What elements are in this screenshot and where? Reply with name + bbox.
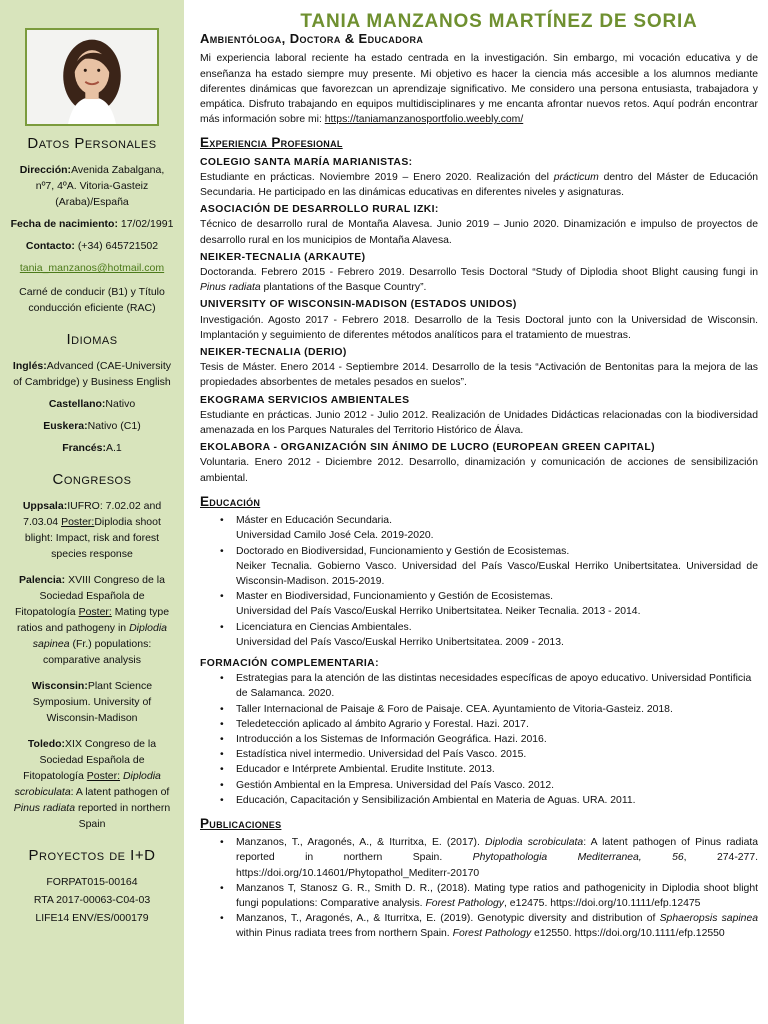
complementary-item	[200, 747, 758, 762]
complementary-text: Estrategias para la atención de las distintas necesidades específicas de apoyo educativo. Universidad Pontificia de Salamanca. 2020.	[236, 673, 752, 700]
congress-uppsala	[10, 498, 174, 562]
publication-doi: , e12475. https://doi.org/10.1111/efp.12475	[504, 897, 701, 909]
candidate-name: TANIA MANZANOS MARTÍNEZ DE SORIA	[300, 11, 698, 32]
experience-org: NEIKER-TECNALIA (DERIO)	[200, 347, 347, 359]
publication-text: within Pinus radiata trees from northern Spain.	[236, 928, 450, 940]
birth-label: Fecha de nacimiento:	[10, 218, 118, 230]
experience-org: NEIKER-TECNALIA (ARKAUTE)	[200, 251, 366, 263]
complementary-item	[200, 671, 758, 701]
complementary-text: Gestión Ambiental en la Empresa. Universidad del País Vasco. 2012.	[236, 779, 555, 791]
bullet-icon: •	[220, 718, 224, 730]
toledo-poster-a: Diplodia scrobiculata	[14, 770, 161, 798]
complementary-text: Teledetección aplicado al ámbito Agrario y Forestal. Hazi. 2017.	[236, 718, 529, 730]
education-degree: Doctorado en Biodiversidad, Funcionamiento y Gestión de Ecosistemas.	[236, 545, 570, 557]
experience-item	[200, 155, 758, 201]
wisconsin-label: Wisconsin:	[31, 680, 88, 692]
experience-item	[200, 440, 758, 486]
complementary-item	[200, 778, 758, 793]
toledo-poster-c: Pinus radiata	[13, 802, 76, 814]
main-content	[200, 11, 759, 942]
experience-item	[200, 297, 758, 343]
complementary-text: Introducción a los Sistemas de Información Geográfica. Hazi. 2016.	[236, 733, 547, 745]
basque-label: Euskera:	[43, 420, 88, 432]
experience-item	[200, 393, 758, 439]
publication-item	[200, 911, 758, 941]
experience-desc: Técnico de desarrollo rural de Montaña Alavesa. Junio 2019 – Junio 2020. Dinamización e impulso de proyectos de desarrollo rural en los municipios de Montaña Alavesa.	[200, 219, 758, 246]
bullet-icon: •	[220, 749, 224, 761]
portfolio-link[interactable]: https://taniamanzanosportfolio.weebly.com/	[324, 114, 524, 126]
palencia-poster-label: Poster:	[78, 606, 112, 618]
project-item: LIFE14 ENV/ES/000179	[35, 912, 149, 924]
candidate-subtitle: Ambientóloga, Doctora & Educadora	[200, 31, 424, 47]
experience-desc-text: Estudiante en prácticas. Noviembre 2019 – Enero 2020. Realización del	[200, 171, 549, 183]
spanish-label: Castellano:	[48, 398, 106, 410]
palencia-poster-c: (Fr.) populations: comparative analysis	[42, 638, 152, 666]
education-institution: Universidad Camilo José Cela. 2019-2020.	[236, 530, 434, 542]
experience-desc-text: Doctoranda. Febrero 2015 - Febrero 2019. Desarrollo Tesis Doctoral “Study of Diplodia shoot Blight causing fungi in	[200, 267, 758, 279]
portrait-image	[27, 30, 157, 124]
experience-org: COLEGIO SANTA MARÍA MARIANISTAS:	[200, 156, 413, 168]
complementary-text: Taller Internacional de Paisaje & Foro de Paisaje. CEA. Ayuntamiento de Vitoria-Gasteiz. 2018.	[236, 703, 673, 715]
projects-heading: Proyectos de I+D	[28, 847, 156, 864]
publications-list	[200, 835, 758, 941]
education-degree: Máster en Educación Secundaria.	[236, 515, 392, 527]
publication-text: : A latent pathogen of Pinus radiata reported in northern Spain.	[236, 837, 759, 864]
education-institution: Neiker Tecnalia. Gobierno Vasco. Universidad del País Vasco/Euskal Herriko Unibertsitatea. Universidad de Wisconsin-Madison. 2015-2019.	[236, 560, 758, 587]
experience-org: EKOLABORA - ORGANIZACIÓN SIN ÁNIMO DE LUCRO (EUROPEAN GREEN CAPITAL)	[200, 442, 655, 454]
education-institution: Universidad del País Vasco/Euskal Herriko Unibertsitatea. 2009 - 2013.	[236, 636, 564, 648]
basque-value: Nativo (C1)	[87, 420, 141, 432]
summary-text: Mi experiencia laboral reciente ha estado centrada en la investigación. Sin embargo, mi vocación educativa y de enseñanza ha estado siempre muy presente. Mi objetivo es hacer la ciencia más accesible a los alumnos mediante diferentes dinámicas que favorezcan un aprendizaje significativo. Me considero una persona entusiasta, trabajadora y empática. Disfruto trabajando en equipos multidisciplinares y me encanta afrontar nuevos retos. Aquí podrán encontrar más información sobre mi:	[200, 53, 758, 126]
education-list	[200, 513, 758, 650]
language-spanish	[10, 396, 174, 412]
project-item: RTA 2017-00063-C04-03	[33, 894, 151, 906]
language-basque	[10, 418, 174, 434]
complementary-item	[200, 732, 758, 747]
experience-desc: Estudiante en prácticas. Junio 2012 - Julio 2012. Realización de Unidades Didácticas relacionadas con la biodiversidad amenazada en los Parques Naturales del Territorio Histórico de Álava.	[200, 409, 758, 437]
uppsala-value: IUFRO: 7.02.02 and 7.03.04	[23, 500, 162, 528]
congress-toledo	[10, 736, 174, 832]
publication-journal: Phytopathologia Mediterranea, 56	[472, 852, 684, 864]
uppsala-label: Uppsala:	[22, 500, 68, 512]
complementary-text: Estadística nivel intermedio. Universidad del País Vasco. 2015.	[236, 749, 527, 761]
toledo-value: XIX Congreso de la Sociedad Española de Fitopatología	[23, 738, 157, 782]
publication-item	[200, 835, 758, 881]
bullet-icon: •	[220, 794, 224, 806]
experience-desc: Voluntaria. Enero 2012 - Diciembre 2012. Desarrollo, dinamización y comunicación de acciones de sensibilización ambiental.	[200, 457, 758, 484]
experience-desc-text: plantations of the Basque Country”.	[263, 282, 427, 294]
complementary-heading: FORMACIÓN COMPLEMENTARIA:	[200, 657, 379, 669]
complementary-text: Educador e Intérprete Ambiental. Erudite Institute. 2013.	[236, 764, 495, 776]
experience-item	[200, 345, 758, 391]
uppsala-poster-value: Diplodia shoot blight: Impact, risk and forest species response	[24, 516, 161, 560]
address-value: Avenida Zabalgana, nº7, 4ºA. Vitoria-Gasteiz (Araba)/España	[35, 164, 165, 208]
publication-text: Manzanos T, Stanosz G. R., Smith D. R., (2018). Mating type ratios and pathogenicity in Diplodia shoot blight fungi populations: Comparative analysis.	[236, 882, 758, 909]
education-institution: Universidad del País Vasco/Euskal Herriko Unibertsitatea. Neiker Tecnalia. 2013 - 2014.	[236, 606, 641, 618]
education-item	[200, 589, 758, 619]
bullet-icon: •	[220, 545, 224, 557]
contact-value: (+34) 645721502	[77, 240, 159, 252]
birth-date	[10, 216, 174, 232]
profile-photo	[25, 28, 159, 126]
experience-item	[200, 250, 758, 296]
experience-desc-italic: prácticum	[553, 171, 599, 183]
congress-heading: Congresos	[52, 471, 132, 488]
bullet-icon: •	[220, 673, 224, 685]
experience-item	[200, 202, 758, 248]
education-degree: Master en Biodiversidad, Funcionamiento y Gestión de Ecosistemas.	[236, 591, 554, 603]
publication-italic: Sphaeropsis sapinea	[659, 913, 758, 925]
publication-journal: Forest Pathology	[425, 897, 505, 909]
experience-desc	[200, 265, 758, 295]
palencia-poster-b: Diplodia sapinea	[32, 622, 168, 650]
sidebar	[0, 0, 184, 1024]
toledo-label: Toledo:	[27, 738, 66, 750]
bullet-icon: •	[220, 764, 224, 776]
experience-desc: Tesis de Máster. Enero 2014 - Septiembre 2014. Desarrollo de la tesis “Activación de Bentonitas para la mejora de las propiedades absorbentes de metales pesados en suelos”.	[200, 362, 758, 389]
project-item: FORPAT015-00164	[46, 876, 138, 888]
summary	[200, 51, 758, 127]
bullet-icon: •	[220, 837, 224, 849]
english-label: Inglés:	[12, 360, 47, 372]
publication-doi: , 274-277. https://doi.org/10.14601/Phytopathol_Mediterr-20170	[236, 852, 758, 879]
address	[10, 162, 174, 210]
publication-journal: Forest Pathology	[452, 928, 532, 940]
publication-item	[200, 881, 758, 911]
congress-palencia	[10, 572, 174, 668]
bullet-icon: •	[220, 703, 224, 715]
birth-value: 17/02/1991	[120, 218, 174, 230]
email	[10, 260, 174, 276]
education-item	[200, 544, 758, 590]
publications-heading: Publicaciones	[200, 815, 282, 831]
palencia-poster-a: Mating type ratios and pathogeny in	[16, 606, 170, 634]
education-item	[200, 513, 758, 543]
languages-heading: Idiomas	[66, 331, 118, 348]
congress-wisconsin	[10, 678, 174, 726]
uppsala-poster-label: Poster:	[61, 516, 95, 528]
bullet-icon: •	[220, 621, 224, 633]
publication-text: Manzanos, T., Aragonés, A., & Iturritxa, E. (2019). Genotypic diversity and distribution of	[236, 913, 656, 925]
email-link[interactable]: tania_manzanos@hotmail.com	[19, 262, 165, 274]
complementary-item	[200, 793, 758, 808]
contact-label: Contacto:	[25, 240, 75, 252]
palencia-label: Palencia:	[19, 574, 66, 586]
language-french	[10, 440, 174, 456]
education-heading: Educación	[200, 493, 261, 509]
bullet-icon: •	[220, 913, 224, 925]
language-english	[10, 358, 174, 390]
complementary-item	[200, 702, 758, 717]
toledo-poster-d: reported in northern Spain	[77, 802, 171, 830]
driving-license: Carné de conducir (B1) y Título conducción eficiente (RAC)	[19, 286, 165, 314]
palencia-value: XVIII Congreso de la Sociedad Española de Fitopatología	[14, 574, 165, 618]
experience-desc-italic: Pinus radiata	[200, 282, 261, 294]
wisconsin-value: Plant Science Symposium. University of Wisconsin-Madison	[32, 680, 153, 724]
bullet-icon: •	[220, 779, 224, 791]
publication-italic: Diplodia scrobiculata	[485, 837, 584, 849]
bullet-icon: •	[220, 733, 224, 745]
french-label: Francés:	[62, 442, 106, 454]
spanish-value: Nativo	[105, 398, 136, 410]
experience-desc-text: dentro del Máster de Educación Secundaria. He participado en las dinámicas educativas en diferentes niveles y asignaturas.	[200, 171, 759, 199]
bullet-icon: •	[220, 515, 224, 527]
publication-doi: e12550. https://doi.org/10.1111/efp.12550	[534, 928, 725, 940]
contact	[10, 238, 174, 254]
address-label: Dirección:	[19, 164, 72, 176]
experience-org: UNIVERSITY OF WISCONSIN-MADISON (ESTADOS UNIDOS)	[200, 299, 517, 311]
complementary-text: Educación, Capacitación y Sensibilización Ambiental en Materia de Aguas. URA. 2011.	[236, 794, 636, 806]
bullet-icon: •	[220, 882, 224, 894]
complementary-item	[200, 762, 758, 777]
toledo-poster-label: Poster:	[86, 770, 121, 782]
french-value: A.1	[106, 442, 122, 454]
personal-data-heading: Datos Personales	[27, 135, 157, 152]
experience-org: ASOCIACIÓN DE DESARROLLO RURAL IZKI:	[200, 204, 439, 216]
complementary-item	[200, 717, 758, 732]
education-item	[200, 620, 758, 650]
publication-text: Manzanos, T., Aragonés, A., & Iturritxa, E. (2017).	[236, 837, 480, 849]
complementary-list	[200, 671, 758, 808]
experience-desc	[200, 170, 758, 200]
education-degree: Licenciatura en Ciencias Ambientales.	[236, 621, 412, 633]
bullet-icon: •	[220, 591, 224, 603]
experience-org: EKOGRAMA SERVICIOS AMBIENTALES	[200, 394, 410, 406]
experience-heading: Experiencia Profesional	[200, 135, 343, 151]
experience-desc: Investigación. Agosto 2017 - Febrero 2018. Desarrollo de la Tesis Doctoral junto con la Universidad de Wisconsin. Implantación y seguimiento de diferentes métodos analíticos para el tratamiento de muestras.	[200, 314, 758, 341]
toledo-poster-b: : A latent pathogen of	[70, 786, 170, 798]
english-value: Advanced (CAE-University of Cambridge) y Business English	[13, 360, 172, 388]
sidebar-divider	[184, 0, 186, 1024]
